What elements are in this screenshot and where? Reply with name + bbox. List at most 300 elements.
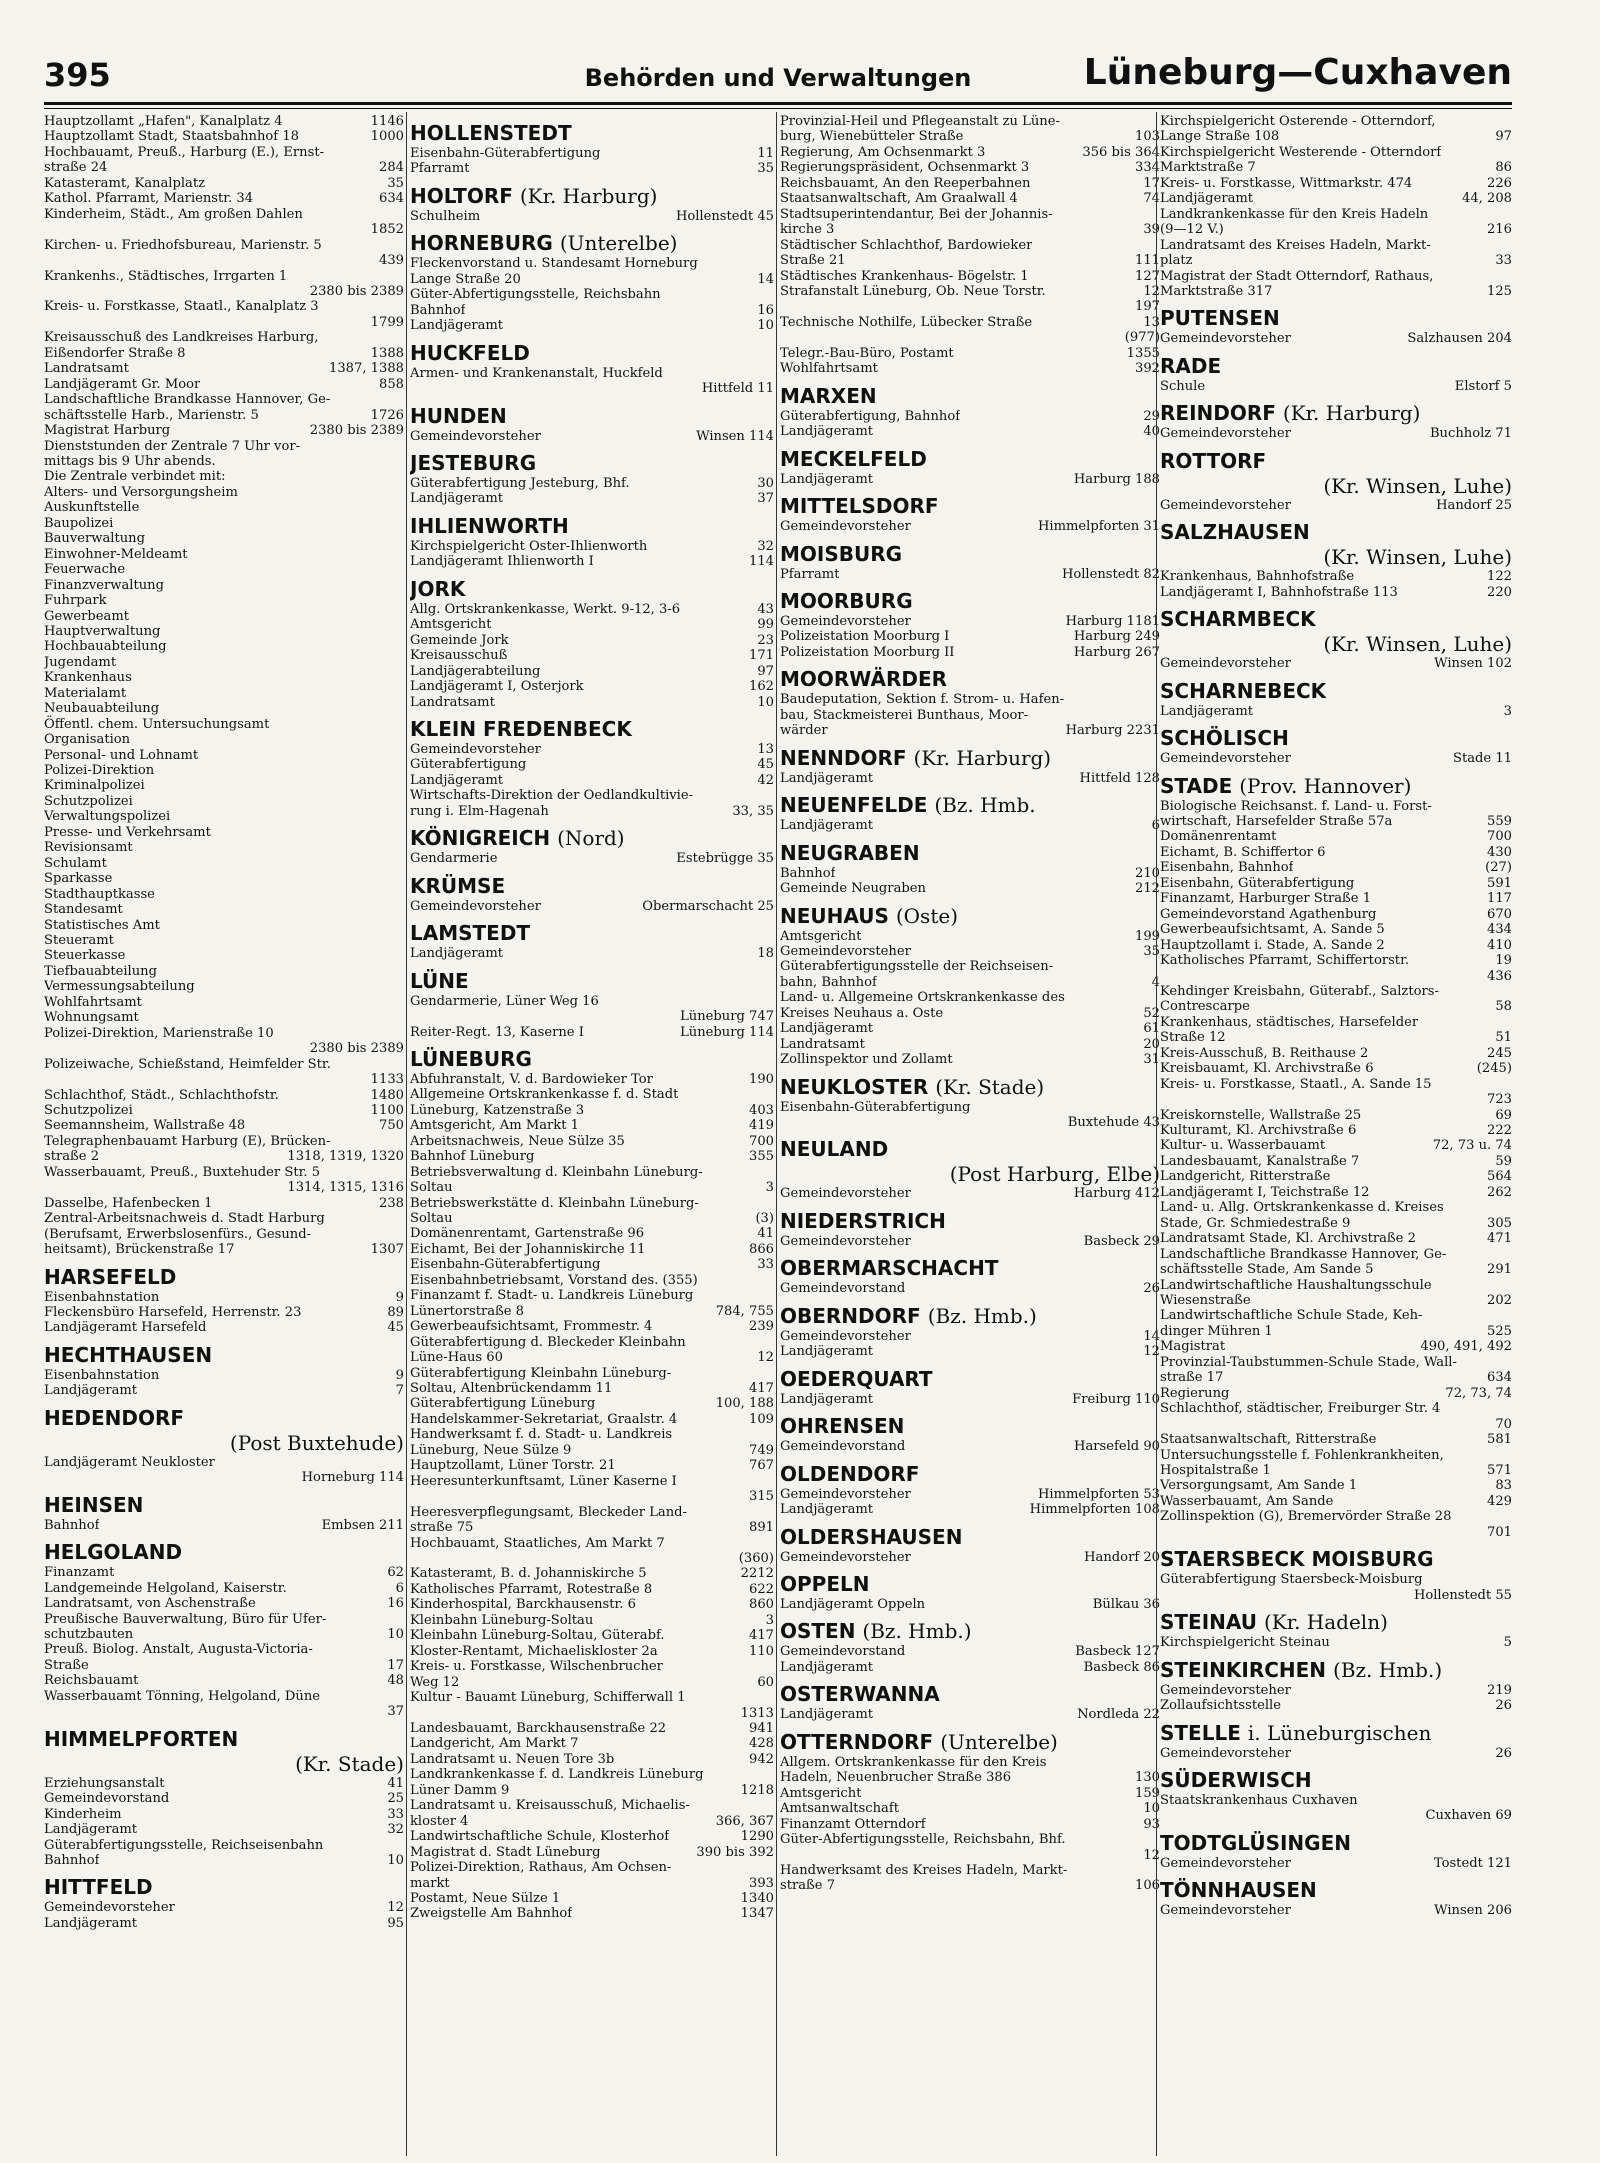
directory-entry [410, 1628, 774, 1643]
place-heading-name: HEINSEN [44, 1492, 144, 1517]
directory-entry [1160, 907, 1512, 922]
entry-name: Gemeindevorsteher [780, 1233, 911, 1249]
place-heading-name: STEINKIRCHEN [1160, 1657, 1327, 1682]
entry-name: burg, Wienebütteler Straße [780, 129, 964, 145]
directory-entry [410, 1257, 774, 1272]
directory-entry [780, 567, 1160, 582]
entry-phone: 29 [1143, 408, 1160, 424]
directory-entry [410, 1103, 774, 1118]
entry-phone: 14 [1143, 1328, 1160, 1344]
place-heading-qualifier: (Nord) [557, 826, 625, 851]
directory-entry [44, 1916, 404, 1931]
directory-entry [410, 1381, 774, 1396]
directory-entry [410, 1025, 774, 1040]
entry-phone: 3 [1503, 703, 1512, 719]
place-title: Lüneburg—Cuxhaven [1083, 52, 1512, 93]
directory-entry [44, 1853, 404, 1868]
entry-phone: 1726 [370, 407, 404, 423]
entry-phone: Harburg 412 [1073, 1186, 1160, 1202]
directory-entry [1160, 207, 1512, 222]
directory-entry [410, 429, 774, 444]
entry-text: Auskunftstelle [44, 500, 140, 516]
entry-name: Landjägeramt [44, 1822, 138, 1838]
entry-name: Betriebsverwaltung d. Kleinbahn Lüneburg- [410, 1164, 703, 1180]
entry-phone: Winsen 206 [1434, 1903, 1512, 1919]
place-heading [410, 968, 774, 994]
entry-phone: 35 [757, 161, 774, 177]
entry-name: schäftsstelle Stade, Am Sande 5 [1160, 1262, 1374, 1278]
place-heading-qualifier: (Kr. Stade) [935, 1074, 1045, 1099]
entry-phone: 69 [1495, 1107, 1512, 1123]
place-heading [44, 1492, 404, 1518]
directory-entry [410, 1350, 774, 1365]
place-heading-name: STAERSBECK MOISBURG [1160, 1547, 1434, 1572]
entry-name: Preuß. Biolog. Anstalt, Augusta-Victoria- [44, 1642, 313, 1658]
entry-phone: Lüneburg 114 [680, 1024, 774, 1040]
entry-phone: 700 [1487, 829, 1512, 845]
entry-phone: 31 [1143, 1052, 1160, 1068]
entry-phone: 117 [1487, 891, 1512, 907]
directory-entry [410, 1798, 774, 1813]
directory-entry [1160, 1588, 1512, 1603]
entry-name: Eisenbahn, Güterabfertigung [1160, 875, 1355, 891]
entry-phone: 490, 491, 492 [1420, 1339, 1512, 1355]
entry-name: Weg 12 [410, 1674, 460, 1690]
entry-phone: 429 [1487, 1493, 1512, 1509]
place-heading-qualifier: (Kr. Winsen, Luhe) [1323, 473, 1512, 498]
entry-phone: 109 [749, 1411, 774, 1427]
directory-entry [410, 1860, 774, 1875]
place-heading-name: MARXEN [780, 383, 877, 408]
place-heading-name: HEDENDORF [44, 1405, 185, 1430]
directory-entry [1160, 656, 1512, 671]
entry-phone: (245) [1476, 1061, 1512, 1077]
entry-name: Arbeitsnachweis, Neue Sülze 35 [410, 1133, 625, 1149]
place-heading-name: MOORWÄRDER [780, 667, 948, 692]
entry-phone: 20 [1143, 1036, 1160, 1052]
entry-text: Vermessungsabteilung [44, 979, 195, 995]
directory-entry [44, 1211, 404, 1226]
place-heading-qualifier: (Bz. Hmb.) [1333, 1657, 1443, 1682]
entry-name: Landjägeramt [44, 1383, 138, 1399]
directory-entry [780, 1707, 1160, 1722]
entry-name: Landjägeramt [780, 471, 874, 487]
entry-name: Zweigstelle Am Bahnhof [410, 1906, 573, 1922]
entry-name: Kehdinger Kreisbahn, Güterabf., Salztors- [1160, 983, 1439, 999]
place-heading-name: HUNDEN [410, 403, 507, 428]
place-heading-name: LAMSTEDT [410, 921, 531, 946]
directory-entry [410, 1814, 774, 1829]
directory-entry [410, 146, 774, 161]
entry-name: kloster 4 [410, 1813, 469, 1829]
entry-phone: 45 [387, 1320, 404, 1336]
directory-entry [1160, 1138, 1512, 1153]
entry-name: Landkrankenkasse für den Kreis Hadeln [1160, 206, 1429, 222]
entry-name: Wasserbauamt, Preuß., Buxtehuder Str. 5 [44, 1164, 321, 1180]
directory-entry [1160, 1401, 1512, 1416]
directory-entry [780, 1878, 1160, 1893]
directory-entry [780, 409, 1160, 424]
entry-name: wirtschaft, Harsefelder Straße 57a [1160, 813, 1393, 829]
directory-entry [410, 742, 774, 757]
directory-entry [1160, 1355, 1512, 1370]
place-heading [410, 513, 774, 539]
entry-name: Güterabfertigung Jesteburg, Bhf. [410, 475, 630, 491]
entry-name: Landjägeramt [44, 1915, 138, 1931]
directory-entry [44, 1165, 404, 1180]
place-heading-name: OBERNDORF [780, 1303, 921, 1328]
directory-entry [410, 1087, 774, 1102]
place-heading-qualifier: (Kr. Winsen, Luhe) [1323, 545, 1512, 570]
entry-phone: 417 [749, 1381, 774, 1397]
entry-phone: 564 [1487, 1169, 1512, 1185]
entry-phone-continued: 701 [1487, 1524, 1512, 1540]
entry-name: Katholisches Pfarramt, Schiffertorstr. [1160, 953, 1410, 969]
entry-phone: Horneburg 114 [301, 1470, 404, 1486]
place-heading [780, 1571, 1160, 1597]
entry-phone: 559 [1487, 813, 1512, 829]
place-heading [44, 1342, 404, 1368]
entry-text: Personal- und Lohnamt [44, 747, 199, 763]
entry-name: Eisenbahn, Bahnhof [1160, 860, 1294, 876]
place-heading-name: STEINAU [1160, 1610, 1257, 1635]
entry-text: Tiefbauabteilung [44, 963, 157, 979]
entry-phone: 111 [1135, 253, 1160, 269]
entry-name: Kirchspielgericht Osterende - Otterndorf, [1160, 114, 1436, 129]
place-heading-qualifier: (Kr. Harburg) [1282, 401, 1421, 426]
header-rule-thin [44, 108, 1512, 109]
entry-phone: 219 [1487, 1682, 1512, 1698]
directory-entry [780, 645, 1160, 660]
entry-text: Einwohner-Meldeamt [44, 546, 188, 562]
entry-name: Soltau [410, 1211, 453, 1227]
directory-entry [410, 1505, 774, 1520]
entry-phone: 1355 [1126, 345, 1160, 361]
place-heading [780, 493, 1160, 519]
entry-name: Eisenbahn-Güterabfertigung [410, 146, 601, 161]
entry-phone: 2212 [740, 1566, 774, 1582]
entry-name: Gemeindevorsteher [1160, 1745, 1291, 1761]
entry-text: Sparkasse [44, 871, 113, 887]
entry-phone: 110 [749, 1643, 774, 1659]
entry-name: Finanzamt Otterndorf [780, 1816, 926, 1832]
entry-text: Steueramt [44, 933, 114, 949]
place-heading-qualifier: (Kr. Hadeln) [1263, 1610, 1388, 1635]
place-heading-name: SÜDERWISCH [1160, 1767, 1312, 1792]
directory-entry [410, 1690, 774, 1705]
directory-entry [780, 253, 1160, 268]
directory-entry [1160, 1746, 1512, 1761]
entry-phone: 1480 [370, 1087, 404, 1103]
directory-entry [410, 1845, 774, 1860]
entry-name: Landjägeramt [1160, 703, 1254, 719]
directory-entry [1160, 922, 1512, 937]
directory-entry [44, 1368, 404, 1383]
entry-phone: 127 [1135, 268, 1160, 284]
entry-name: Schutzpolizei [44, 1103, 133, 1118]
directory-entry [780, 629, 1160, 644]
place-heading-name: HARSEFELD [44, 1264, 177, 1289]
entry-name: Gemeindevorsteher [780, 943, 911, 959]
directory-entry [44, 269, 404, 284]
directory-entry [44, 1807, 404, 1822]
entry-phone: 10 [1143, 1801, 1160, 1817]
directory-entry [44, 1776, 404, 1791]
place-heading [1160, 1720, 1512, 1746]
entry-name: Postamt, Neue Sülze 1 [410, 1890, 561, 1906]
place-heading-qualifier: (Prov. Hannover) [1239, 773, 1412, 798]
entry-name: Zollinspektion (G), Bremervörder Straße 28 [1160, 1509, 1452, 1525]
directory-entry [44, 1642, 404, 1657]
directory-entry [410, 1876, 774, 1891]
directory-entry [1160, 284, 1512, 299]
place-heading-name: HUCKFELD [410, 340, 530, 365]
directory-entry [44, 191, 404, 206]
entry-name: Gemeindevorsteher [410, 898, 541, 914]
entry-name: Kleinbahn Lüneburg-Soltau, Güterabf. [410, 1628, 665, 1644]
entry-phone: 3 [765, 1612, 774, 1628]
directory-entry [780, 1115, 1160, 1130]
entry-phone: 33 [1495, 253, 1512, 269]
directory-entry [44, 1673, 404, 1688]
entry-phone: 305 [1487, 1215, 1512, 1231]
entry-name: Regierungspräsident, Ochsenmarkt 3 [780, 160, 1030, 176]
directory-entry [410, 788, 774, 803]
directory-entry [410, 1226, 774, 1241]
directory-entry [1160, 1386, 1512, 1401]
directory-entry [44, 1658, 404, 1673]
entry-phone: Handorf 20 [1084, 1549, 1160, 1565]
entry-phone: 40 [1143, 424, 1160, 440]
entry-phone: 52 [1143, 1005, 1160, 1021]
entry-name: Straße 12 [1160, 1030, 1226, 1046]
entry-name: Landjägeramt [780, 1707, 874, 1723]
entry-name: Gemeindevorsteher [410, 428, 541, 444]
entry-name: Bahnhof Lüneburg [410, 1149, 535, 1165]
entry-text: Hauptverwaltung [44, 623, 161, 639]
entry-name: bahn, Bahnhof [780, 974, 877, 990]
place-heading [410, 920, 774, 946]
place-heading-name: NEUENFELDE [780, 793, 928, 818]
place-heading-name: MITTELSDORF [780, 494, 939, 519]
entry-phone: 941 [749, 1720, 774, 1736]
entry-name: Eisenbahnstation [44, 1367, 160, 1383]
place-heading-name: REINDORF [1160, 401, 1276, 426]
entry-phone: 4 [1151, 974, 1160, 990]
directory-entry [410, 272, 774, 287]
entry-phone: Himmelpforten 31 [1037, 519, 1160, 535]
place-heading [780, 1074, 1160, 1100]
entry-phone: 41 [387, 1775, 404, 1791]
directory-entry [44, 1900, 404, 1915]
directory-entry [44, 1103, 404, 1118]
place-heading-name: NEUGRABEN [780, 840, 920, 865]
place-heading-name: ROTTORF [1160, 448, 1267, 473]
entry-name: Lüner Damm 9 [410, 1782, 510, 1798]
directory-entry [780, 1770, 1160, 1785]
entry-name: Lange Straße 20 [410, 271, 521, 287]
entry-phone: 10 [757, 694, 774, 710]
directory-entry [1160, 1123, 1512, 1138]
place-heading-name: STELLE [1160, 1720, 1241, 1745]
entry-name: Wirtschafts-Direktion der Oedlandkultivie- [410, 788, 694, 804]
entry-name: Dasselbe, Hafenbecken 1 [44, 1195, 213, 1211]
directory-entry [780, 129, 1160, 144]
entry-phone: 471 [1487, 1231, 1512, 1247]
entry-name: Landjägeramt [410, 772, 504, 788]
entry-name: Stadtsuperintendantur, Bei der Johannis- [780, 206, 1053, 222]
entry-name: Kultur - Bauamt Lüneburg, Schifferwall 1 [410, 1690, 686, 1706]
place-heading-qualifier: (Kr. Winsen, Luhe) [1323, 632, 1512, 657]
entry-name: Allgem. Ortskrankenkasse für den Kreis [780, 1754, 1047, 1770]
directory-entry [1160, 1324, 1512, 1339]
place-heading [410, 403, 774, 429]
entry-phone: 634 [1487, 1370, 1512, 1386]
place-heading-qualifier: (Kr. Harburg) [519, 183, 658, 208]
entry-phone: 670 [1487, 906, 1512, 922]
entry-phone: 162 [749, 679, 774, 695]
entry-phone: Basbeck 127 [1075, 1644, 1160, 1660]
directory-entry [44, 145, 404, 160]
entry-phone: 942 [749, 1751, 774, 1767]
entry-phone: 10 [757, 318, 774, 334]
entry-name: Land- u. Allgemeine Ortskrankenkasse des [780, 990, 1065, 1006]
entry-name: Kreis- u. Forstkasse, Wittmarkstr. 474 [1160, 175, 1413, 191]
directory-entry [1160, 379, 1512, 394]
place-heading [410, 120, 774, 146]
directory-entry [44, 1612, 404, 1627]
entry-phone: 262 [1487, 1184, 1512, 1200]
entry-phone: 866 [749, 1241, 774, 1257]
entry-name: Betriebswerkstätte d. Kleinbahn Lüneburg- [410, 1195, 699, 1211]
entry-name: Eisenbahn-Güterabfertigung [410, 1257, 601, 1273]
entry-phone-continued: 197 [1135, 299, 1160, 315]
entry-phone: 12 [757, 1350, 774, 1366]
entry-name: Hauptzollamt, Lüner Torstr. 21 [410, 1458, 616, 1474]
directory-entry [1160, 1185, 1512, 1200]
place-heading-name: NEULAND [780, 1137, 889, 1162]
directory-entry [780, 1006, 1160, 1021]
entry-name: Hauptzollamt i. Stade, A. Sande 2 [1160, 937, 1385, 953]
entry-phone: 61 [1143, 1021, 1160, 1037]
entry-name: Soltau, Altenbrückendamm 11 [410, 1381, 613, 1397]
place-heading [780, 1524, 1160, 1550]
directory-entry [1160, 1448, 1512, 1463]
entry-name: Katholisches Pfarramt, Rotestraße 8 [410, 1581, 653, 1597]
entry-phone: 16 [757, 302, 774, 318]
entry-phone: 700 [749, 1133, 774, 1149]
entry-name: Reiter-Regt. 13, Kaserne I [410, 1024, 584, 1040]
directory-entry [44, 1838, 404, 1853]
directory-entry [410, 1767, 774, 1782]
directory-entry [780, 1186, 1160, 1201]
entry-text: Verwaltungspolizei [44, 809, 171, 825]
directory-entry [1160, 876, 1512, 891]
entry-phone: Basbeck 86 [1083, 1659, 1160, 1675]
entry-phone: 750 [379, 1118, 404, 1134]
entry-name: Güterabfertigung Kleinbahn Lüneburg- [410, 1365, 672, 1381]
entry-phone: 1340 [740, 1890, 774, 1906]
entry-phone-continued: 723 [1487, 1092, 1512, 1108]
entry-phone: 44, 208 [1462, 191, 1512, 207]
entry-phone: 42 [757, 772, 774, 788]
entry-phone: 434 [1487, 922, 1512, 938]
entry-name: Amtsgericht [780, 928, 862, 944]
directory-entry [780, 929, 1160, 944]
entry-name: Regierung, Am Ochsenmarkt 3 [780, 144, 986, 160]
entry-name: Straße [44, 1657, 89, 1673]
directory-entry [780, 1487, 1160, 1502]
entry-name: Wohlfahrtsamt [780, 361, 878, 377]
directory-entry [1160, 1030, 1512, 1045]
entry-name: Landwirtschaftliche Schule Stade, Keh- [1160, 1308, 1423, 1324]
entry-name: Wiesenstraße [1160, 1293, 1251, 1309]
entry-name: heitsamt), Brückenstraße 17 [44, 1242, 235, 1258]
entry-phone: Harburg 267 [1073, 644, 1160, 660]
entry-name: Landjägeramt [780, 1021, 874, 1037]
entry-phone: 13 [1143, 314, 1160, 330]
entry-phone: 222 [1487, 1123, 1512, 1139]
directory-entry [44, 423, 404, 438]
entry-name: Krankenhs., Städtisches, Irrgarten 1 [44, 268, 288, 284]
entry-name: Landjägeramt [1160, 191, 1254, 207]
entry-phone: 19 [1495, 953, 1512, 969]
directory-entry [44, 1320, 404, 1335]
entry-name: Telegr.-Bau-Büro, Postamt [780, 345, 954, 361]
directory-entry [410, 1304, 774, 1319]
entry-text: Feuerwache [44, 562, 126, 578]
directory-entry [410, 1752, 774, 1767]
directory-entry [1160, 1061, 1512, 1076]
entry-phone: Harburg 2231 [1065, 723, 1160, 739]
directory-entry [1160, 799, 1512, 814]
place-heading [1160, 1657, 1512, 1683]
directory-entry [1160, 1463, 1512, 1478]
place-heading [780, 745, 1160, 771]
entry-name: Schulheim [410, 208, 481, 224]
entry-phone: 392 [1135, 361, 1160, 377]
directory-entry [780, 1021, 1160, 1036]
directory-entry [410, 1149, 774, 1164]
entry-name: Schlachthof, städtischer, Freiburger Str. 4 [1160, 1401, 1441, 1417]
place-heading-qualifier: (Bz. Hmb. [934, 793, 1036, 818]
entry-name: Kreiskornstelle, Wallstraße 25 [1160, 1107, 1362, 1123]
entry-phone: 767 [749, 1458, 774, 1474]
entry-phone: 749 [749, 1442, 774, 1458]
entry-name: Landjägeramt I, Osterjork [410, 679, 584, 695]
entry-phone: Obermarschacht 25 [642, 898, 774, 914]
directory-entry [410, 695, 774, 710]
entry-phone: 1307 [370, 1242, 404, 1258]
entry-name: Versorgungsamt, Am Sande 1 [1160, 1478, 1358, 1494]
directory-entry [780, 1817, 1160, 1832]
directory-entry [1160, 1509, 1512, 1524]
entry-phone: 1146 [370, 114, 404, 129]
entry-phone: Buchholz 71 [1429, 426, 1512, 442]
place-heading [780, 1255, 1160, 1281]
entry-name: Armen- und Krankenanstalt, Huckfeld [410, 365, 663, 381]
place-heading-name: HECHTHAUSEN [44, 1342, 213, 1367]
entry-text: Wohnungsamt [44, 1010, 139, 1026]
place-heading [410, 873, 774, 899]
entry-name: Gemeindevorsteher [1160, 1855, 1291, 1871]
directory-entry [44, 408, 404, 423]
entry-name: Domänenrentamt, Gartenstraße 96 [410, 1226, 645, 1242]
entry-name: Güter-Abfertigungsstelle, Reichsbahn, Bhf. [780, 1832, 1066, 1848]
directory-entry [44, 238, 404, 253]
entry-name: Landjägeramt Gr. Moor [44, 376, 201, 392]
entry-name: Soltau [410, 1180, 453, 1196]
